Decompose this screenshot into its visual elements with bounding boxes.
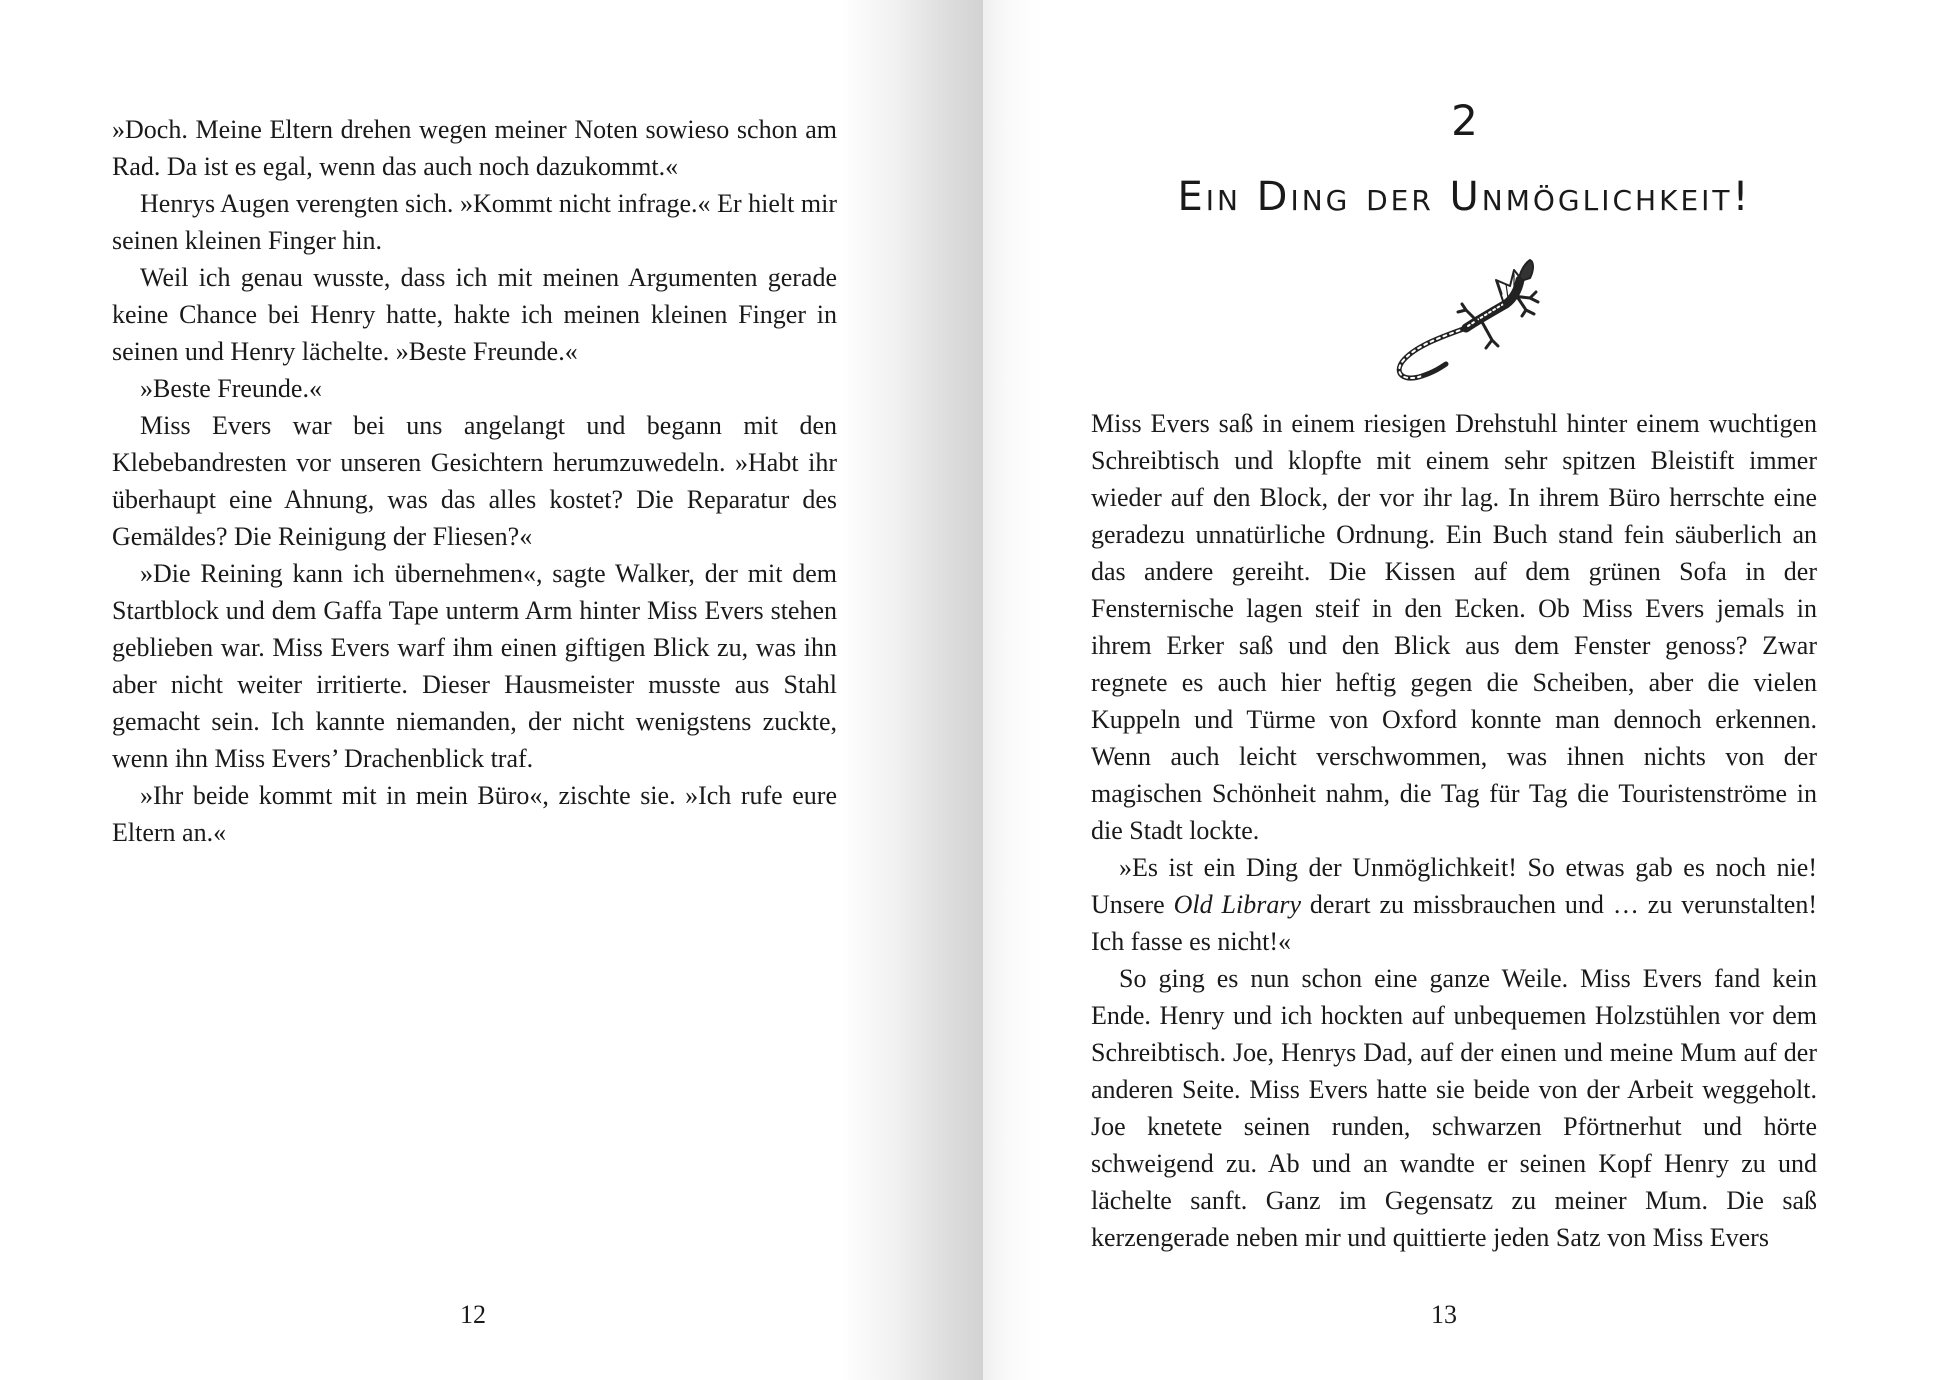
paragraph: Miss Evers saß in einem riesigen Drehstuhl hinter einem wuchtigen Schreibtisch und klopfte mit einem sehr spitzen Bleistift immer wieder auf den Block, der vor ihr lag. In ihrem Büro herrschte eine geradezu unnatürliche Ordnung. Ein Buch stand fein säuberlich an das andere gereiht. Die Kissen auf dem grünen Sofa in der Fensternische lagen steif in den Ecken. Ob Miss Evers jemals in ihrem Erker saß und den Blick aus dem Fenster genoss? Zwar regnete es auch hier heftig gegen die Scheiben, aber die vielen Kuppeln und Türme von Oxford konnte man dennoch erkennen. Wenn auch leicht verschwommen, was ihnen nichts von der magischen Schönheit nahm, die Tag für Tag die Touristenströme in die Stadt lockte. (1091, 409, 1817, 845)
paragraph: Miss Evers war bei uns angelangt und begann mit den Klebebandresten vor unseren Gesichtern herumzuwedeln. »Habt ihr überhaupt eine Ahnung, was das alles kostet? Die Reparatur des Gemäldes? Die Reinigung der Fliesen?« (112, 411, 837, 551)
lizard-illustration (1374, 250, 1554, 390)
paragraph (1091, 849, 1817, 960)
paragraph-text: derart zu missbrauchen und … zu verunstalten! Ich fasse es nicht!« (1091, 890, 1817, 956)
chapter-number: 2 (1451, 96, 1478, 145)
paragraph: »Beste Freunde.« (140, 374, 322, 403)
left-page-text (112, 111, 837, 851)
paragraph: »Die Reining kann ich übernehmen«, sagte Walker, der mit dem Startblock und dem Gaffa Tape unterm Arm hinter Miss Evers stehen geblieben war. Miss Evers warf ihm einen giftigen Blick zu, was ihn aber nicht weiter irritierte. Dieser Hausmeister musste aus Stahl gemacht sein. Ich kannte niemanden, der nicht wenigstens zuckte, wenn ihn Miss Evers’ Drachenblick traf. (112, 559, 837, 773)
paragraph: Weil ich genau wusste, dass ich mit meinen Argumenten gerade keine Chance bei Henry hatte, hakte ich meinen kleinen Finger in seinen und Henry lächelte. »Beste Freunde.« (112, 263, 837, 366)
paragraph: »Doch. Meine Eltern drehen wegen meiner Noten sowieso schon am Rad. Da ist es egal, wenn das auch noch dazukommt.« (112, 115, 837, 181)
book-title-italic: Old Library (1173, 890, 1301, 919)
paragraph: Henrys Augen verengten sich. »Kommt nicht infrage.« Er hielt mir seinen kleinen Finger hin. (112, 189, 837, 255)
page-number: 12 (460, 1300, 486, 1329)
paragraph-text: »Es ist ein Ding der Unmöglichkeit! So etwas gab es noch nie! Unsere (1091, 853, 1817, 919)
paragraph: »Ihr beide kommt mit in mein Büro«, zischte sie. »Ich rufe eure Eltern an.« (112, 781, 837, 847)
paragraph: So ging es nun schon eine ganze Weile. Miss Evers fand kein Ende. Henry und ich hockten auf unbequemen Holzstühlen vor dem Schreibtisch. Joe, Henrys Dad, auf der einen und meine Mum auf der anderen Seite. Miss Evers hatte sie beide von der Arbeit weggeholt. Joe knetete seinen runden, schwarzen Pförtnerhut und hörte schweigend zu. Ab und an wandte er seinen Kopf Henry zu und lächelte sanft. Ganz im Gegensatz zu meiner Mum. Die saß kerzengerade neben mir und quittierte jeden Satz von Miss Evers (1091, 964, 1817, 1252)
page-number: 13 (1431, 1300, 1457, 1329)
right-page-text (1091, 405, 1817, 1256)
right-page (983, 0, 1946, 1380)
chapter-title: Ein Ding der Unmöglichkeit! (1177, 174, 1752, 220)
